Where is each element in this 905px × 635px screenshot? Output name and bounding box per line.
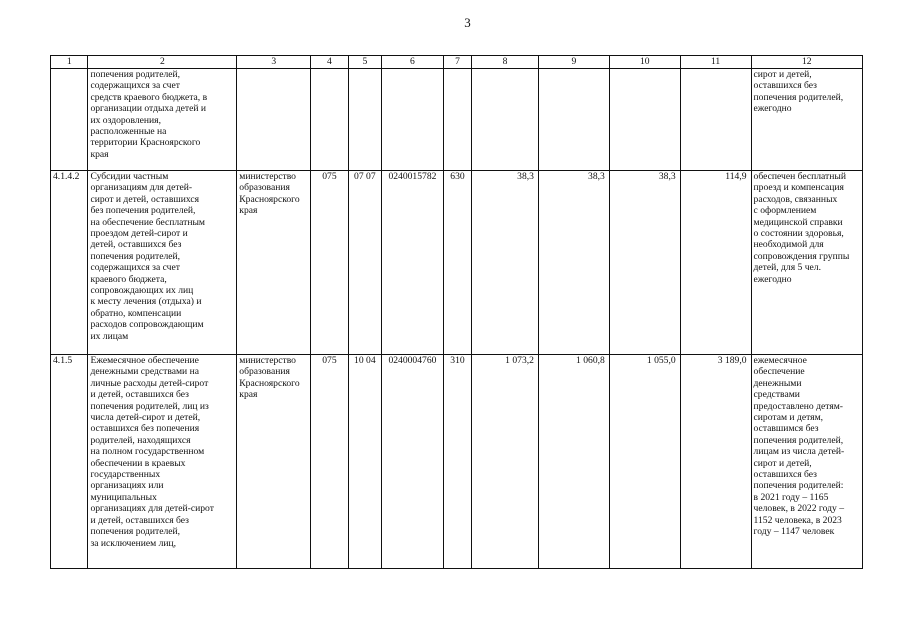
table-row bbox=[51, 69, 863, 171]
responsible-body: министерство образования Красноярского края bbox=[237, 355, 311, 569]
expected-result: обеспечен бесплатный проезд и компенсация расходов, связанных с оформлением медицинской справки о состоянии здоровья, необходимой для сопровождения группы детей, для 5 чел. ежегодно bbox=[751, 171, 862, 355]
amount-2023: 1 055,0 bbox=[609, 355, 680, 569]
amount-total: 114,9 bbox=[680, 171, 751, 355]
amount-2021: 38,3 bbox=[472, 171, 539, 355]
amount-2021 bbox=[472, 69, 539, 171]
amount-2022: 38,3 bbox=[538, 171, 609, 355]
csr-code: 0240015782 bbox=[382, 171, 444, 355]
amount-2021: 1 073,2 bbox=[472, 355, 539, 569]
column-number: 10 bbox=[609, 56, 680, 69]
vr-code: 630 bbox=[443, 171, 471, 355]
rzpr-code bbox=[348, 69, 381, 171]
column-number: 4 bbox=[311, 56, 348, 69]
column-number: 12 bbox=[751, 56, 862, 69]
column-number: 3 bbox=[237, 56, 311, 69]
amount-2023 bbox=[609, 69, 680, 171]
column-number: 6 bbox=[382, 56, 444, 69]
page-number: 3 bbox=[464, 15, 471, 30]
amount-total: 3 189,0 bbox=[680, 355, 751, 569]
column-number-header-row bbox=[51, 56, 863, 69]
column-number: 2 bbox=[88, 56, 237, 69]
item-code: 4.1.5 bbox=[51, 355, 88, 569]
column-number: 7 bbox=[443, 56, 471, 69]
rzpr-code: 10 04 bbox=[348, 355, 381, 569]
column-number: 5 bbox=[348, 56, 381, 69]
item-code bbox=[51, 69, 88, 171]
grbs-code: 075 bbox=[311, 355, 348, 569]
amount-2023: 38,3 bbox=[609, 171, 680, 355]
column-number: 11 bbox=[680, 56, 751, 69]
vr-code bbox=[443, 69, 471, 171]
expected-result: сирот и детей, оставшихся без попечения родителей, ежегодно bbox=[751, 69, 862, 171]
csr-code: 0240004760 bbox=[382, 355, 444, 569]
item-name: попечения родителей, содержащихся за счет средств краевого бюджета, в организации отдыха детей и их оздоровления, расположенные на территории Красноярского края bbox=[88, 69, 237, 171]
grbs-code: 075 bbox=[311, 171, 348, 355]
item-code: 4.1.4.2 bbox=[51, 171, 88, 355]
table-row bbox=[51, 171, 863, 355]
column-number: 8 bbox=[472, 56, 539, 69]
vr-code: 310 bbox=[443, 355, 471, 569]
item-name: Субсидии частным организациям для детей- сирот и детей, оставшихся без попечения родителей, на обеспечение бесплатным проездом детей-сирот и детей, оставшихся без попечения родителей, содержащихся за счет краевого бюджета, сопровождающих их лиц к месту лечения (отдыха) и обратно, компенсации расходов сопровождающим их лицам bbox=[88, 171, 237, 355]
column-number: 1 bbox=[51, 56, 88, 69]
amount-2022 bbox=[538, 69, 609, 171]
rzpr-code: 07 07 bbox=[348, 171, 381, 355]
column-number: 9 bbox=[538, 56, 609, 69]
expected-result: ежемесячное обеспечение денежными средствами предоставлено детям- сиротам и детям, оставшимся без попечения родителей, лицам из числа детей- сирот и детей, оставшихся без попечения родителей: в 2021 году – 1165 человек, в 2022 году – 1152 человека, в 2023 году – 1147 человек bbox=[751, 355, 862, 569]
grbs-code bbox=[311, 69, 348, 171]
amount-2022: 1 060,8 bbox=[538, 355, 609, 569]
csr-code bbox=[382, 69, 444, 171]
item-name: Ежемесячное обеспечение денежными средствами на личные расходы детей-сирот и детей, оставшихся без попечения родителей, лиц из числа детей-сирот и детей, оставшихся без попечения родителей, находящихся на полном государственном обеспечении в краевых государственных организациях или муниципальных организациях для детей-сирот и детей, оставшихся без попечения родителей, за исключением лиц, bbox=[88, 355, 237, 569]
responsible-body: министерство образования Красноярского края bbox=[237, 171, 311, 355]
responsible-body bbox=[237, 69, 311, 171]
program-activities-table bbox=[50, 55, 863, 569]
table-row bbox=[51, 355, 863, 569]
amount-total bbox=[680, 69, 751, 171]
